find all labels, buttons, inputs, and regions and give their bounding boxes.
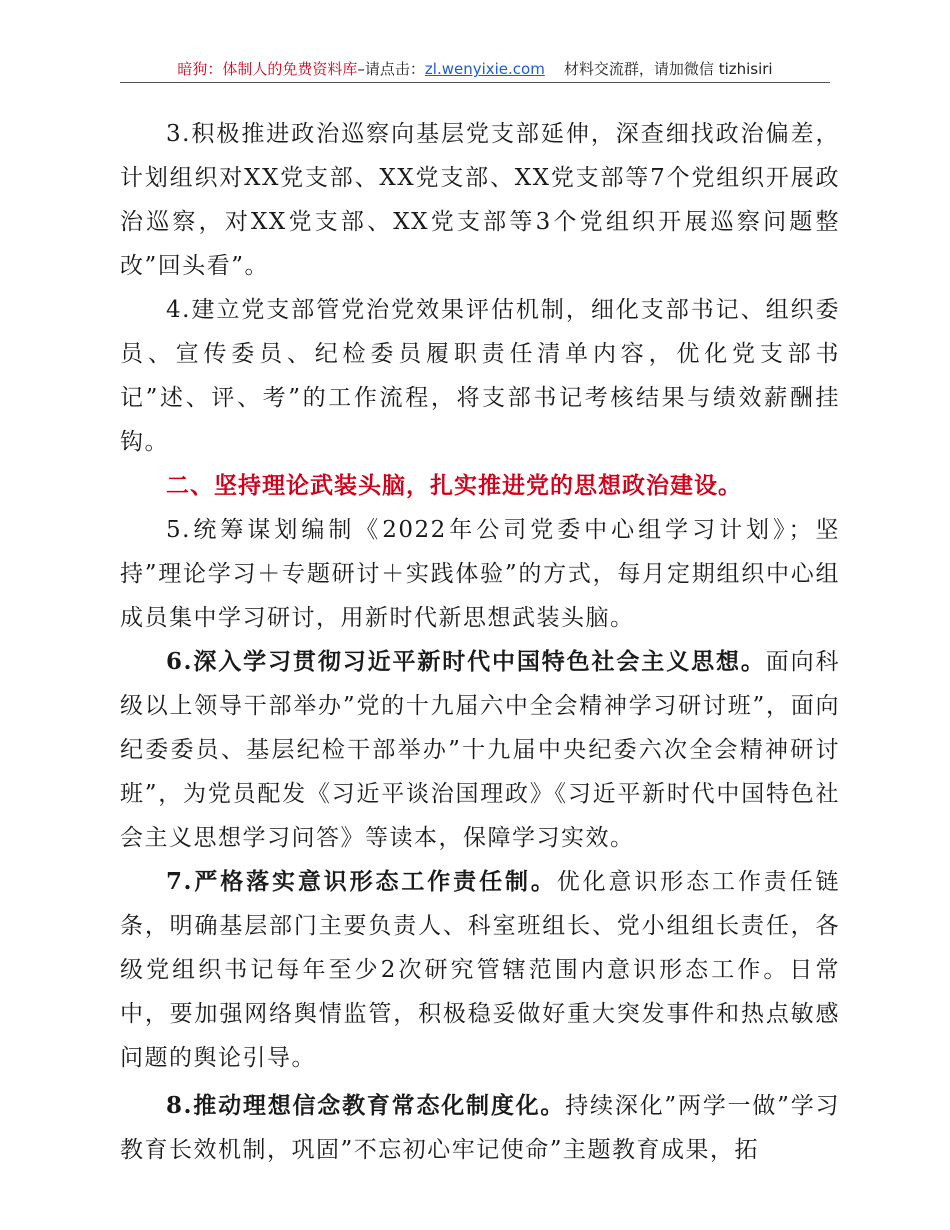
paragraph-3: 3.积极推进政治巡察向基层党支部延伸，深查细找政治偏差，计划组织对XX党支部、XX党支部、XX党支部等7个党组织开展政治巡察，对XX党支部、XX党支部等3个党组织开展巡察问题整改”回头看”。 [120,121,840,279]
paragraph-7-text: 优化意识形态工作责任链条，明确基层部门主要负责人、科室班组长、党小组组长责任，各级党组织书记每年至少2次研究管辖范围内意识形态工作。日常中，要加强网络舆情监管，积极稳妥做好重大突发事件和热点敏感问题的舆论引导。 [120,869,840,1071]
paragraph-6-text: 面向科级以上领导干部举办”党的十九届六中全会精神学习研讨班”，面向纪委委员、基层纪检干部举办”十九届中央纪委六次全会精神研讨班”，为党员配发《习近平谈治国理政》《习近平新时代中国特色社会主义思想学习问答》等读本，保障学习实效。 [120,649,841,851]
paragraph-6-title: 6.深入学习贯彻习近平新时代中国特色社会主义思想。 [166,648,766,675]
header-divider [120,82,830,83]
paragraph-8 [120,1084,840,1172]
paragraph-5: 5.统筹谋划编制《2022年公司党委中心组学习计划》；坚持”理论学习＋专题研讨＋实践体验”的方式，每月定期组织中心组成员集中学习研讨，用新时代新思想武装头脑。 [120,517,840,631]
paragraph-8-title: 8.推动理想信念教育常态化制度化。 [166,1092,566,1119]
document-body [120,112,840,1172]
header-site-name: 暗狗：体制人的免费资料库 [177,60,358,78]
paragraph-8-text: 持续深化”两学一做”学习教育长效机制，巩固”不忘初心牢记使命”主题教育成果，拓 [120,1093,840,1163]
paragraph-4: 4.建立党支部管党治党效果评估机制，细化支部书记、组织委员、宣传委员、纪检委员履职责任清单内容，优化党支部书记”述、评、考”的工作流程，将支部书记考核结果与绩效薪酬挂钩。 [120,297,840,455]
section-heading-2: 二、坚持理论武装头脑，扎实推进党的思想政治建设。 [166,473,742,499]
paragraph-6 [120,640,840,860]
header-contact: 材料交流群，请加微信 tizhisiri [563,60,773,78]
paragraph-7-title: 7.严格落实意识形态工作责任制。 [166,868,557,895]
page-header [120,56,830,82]
paragraph-7 [120,860,840,1080]
header-url-link[interactable]: zl.wenyixie.com [424,60,545,78]
header-click-prompt: –请点击： [357,60,425,78]
